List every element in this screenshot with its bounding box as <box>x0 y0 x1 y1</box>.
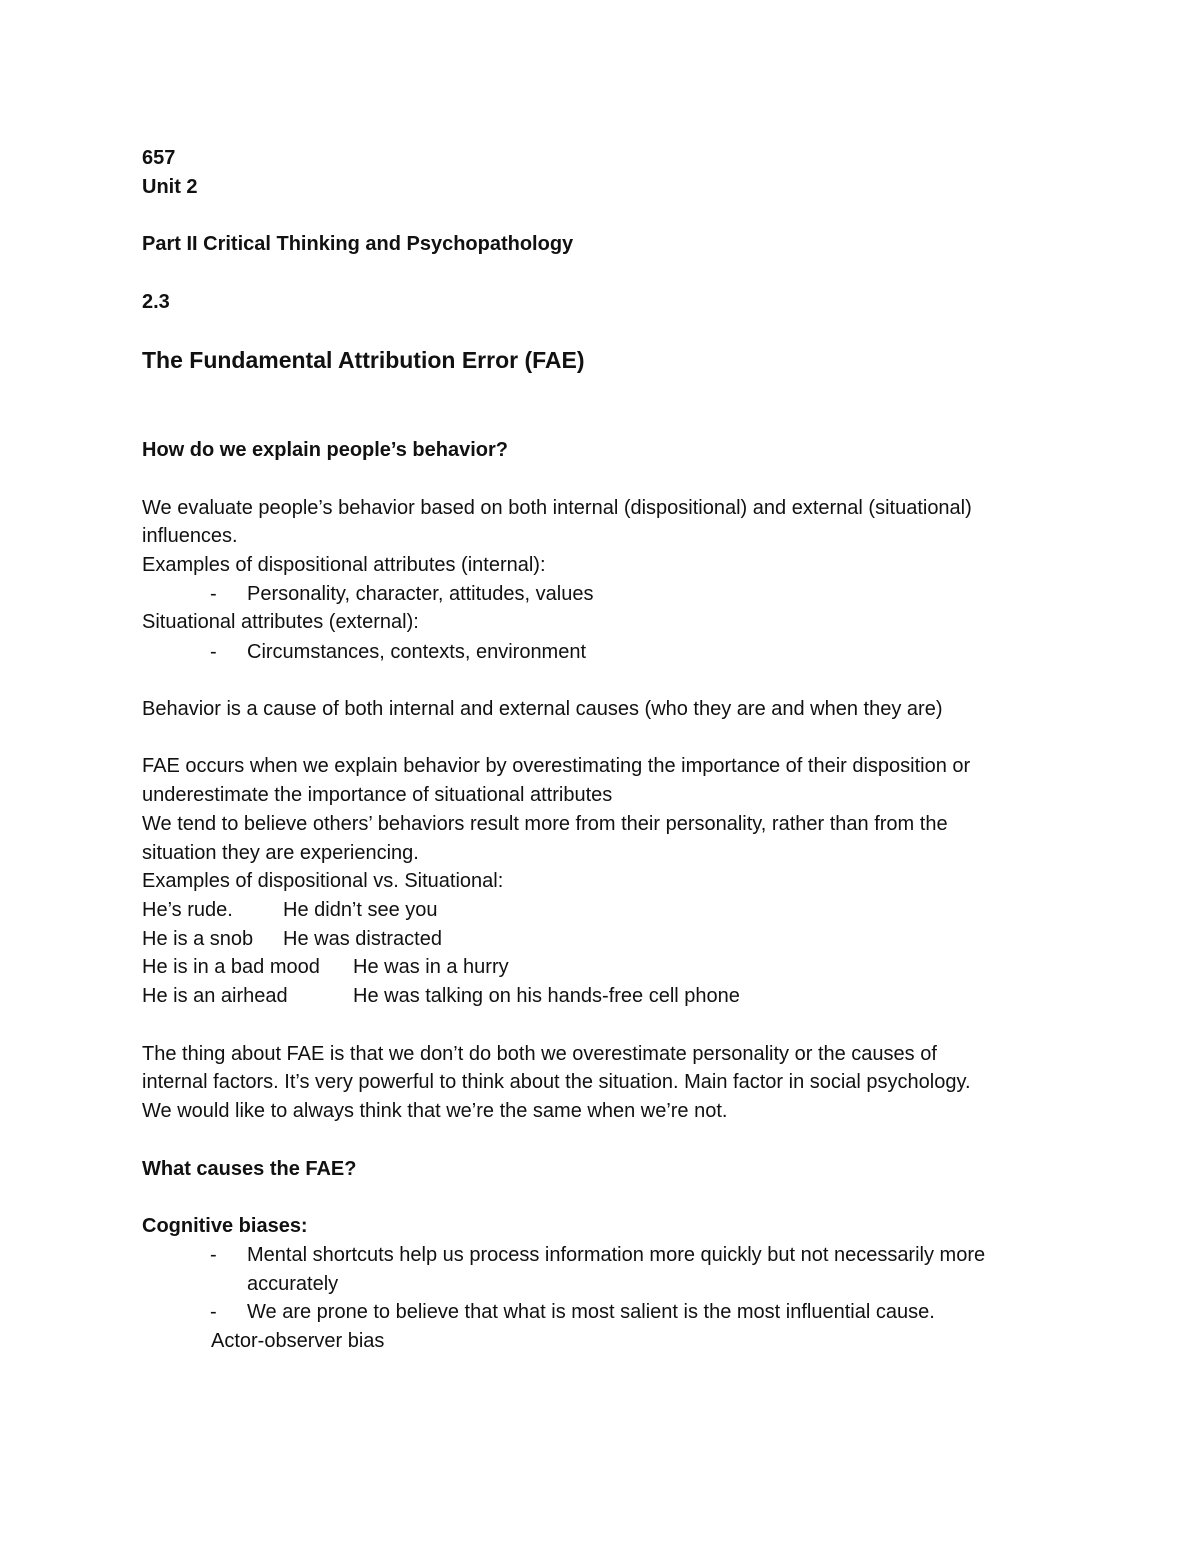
dispositional-label: Examples of dispositional attributes (internal): <box>142 554 546 576</box>
example-situational: He was distracted <box>283 928 442 950</box>
paragraph-evaluate-line2: influences. <box>142 525 238 547</box>
thing-about-fae-line1: The thing about FAE is that we don’t do both we overestimate personality or the causes of <box>142 1043 937 1065</box>
heading-causes-fae: What causes the FAE? <box>142 1158 357 1180</box>
list-item: Personality, character, attitudes, values <box>247 583 594 605</box>
fae-definition-line2: underestimate the importance of situational attributes <box>142 784 613 806</box>
list-item: Circumstances, contexts, environment <box>247 641 587 663</box>
list-item: We are prone to believe that what is most salient is the most influential cause. <box>247 1301 935 1323</box>
thing-about-fae-line2: internal factors. It’s very powerful to think about the situation. Main factor in social psychology. <box>142 1071 971 1093</box>
tend-line1: We tend to believe others’ behaviors result more from their personality, rather than from the <box>142 813 948 835</box>
situational-label: Situational attributes (external): <box>142 611 419 633</box>
heading-explain-behavior: How do we explain people’s behavior? <box>142 439 508 461</box>
list-item-continuation: accurately <box>247 1273 339 1295</box>
part-heading: Part II Critical Thinking and Psychopathology <box>142 233 574 255</box>
paragraph-evaluate-line1: We evaluate people’s behavior based on both internal (dispositional) and external (situational) <box>142 497 972 519</box>
bullet-dash: - <box>210 1244 217 1266</box>
thing-about-fae-line3: We would like to always think that we’re the same when we’re not. <box>142 1100 728 1122</box>
example-dispositional: He is an airhead <box>142 985 288 1007</box>
unit-label: Unit 2 <box>142 176 198 198</box>
example-situational: He was talking on his hands-free cell phone <box>353 985 740 1007</box>
bullet-dash: - <box>210 1301 217 1323</box>
behavior-cause-line: Behavior is a cause of both internal and external causes (who they are and when they are) <box>142 698 943 720</box>
course-number: 657 <box>142 147 176 169</box>
example-dispositional: He’s rude. <box>142 899 233 921</box>
document-title: The Fundamental Attribution Error (FAE) <box>142 347 585 373</box>
tend-line2: situation they are experiencing. <box>142 842 419 864</box>
bullet-dash: - <box>210 583 217 605</box>
example-dispositional: He is in a bad mood <box>142 956 320 978</box>
example-situational: He was in a hurry <box>353 956 509 978</box>
example-situational: He didn’t see you <box>283 899 438 921</box>
section-number: 2.3 <box>142 291 170 313</box>
example-dispositional: He is a snob <box>142 928 254 950</box>
examples-label: Examples of dispositional vs. Situational: <box>142 870 504 892</box>
bullet-dash: - <box>210 641 217 663</box>
actor-observer-bias: Actor-observer bias <box>211 1330 385 1352</box>
fae-definition-line1: FAE occurs when we explain behavior by overestimating the importance of their disposition or <box>142 755 971 777</box>
cognitive-biases-heading: Cognitive biases: <box>142 1215 308 1237</box>
list-item: Mental shortcuts help us process information more quickly but not necessarily more <box>247 1244 986 1266</box>
